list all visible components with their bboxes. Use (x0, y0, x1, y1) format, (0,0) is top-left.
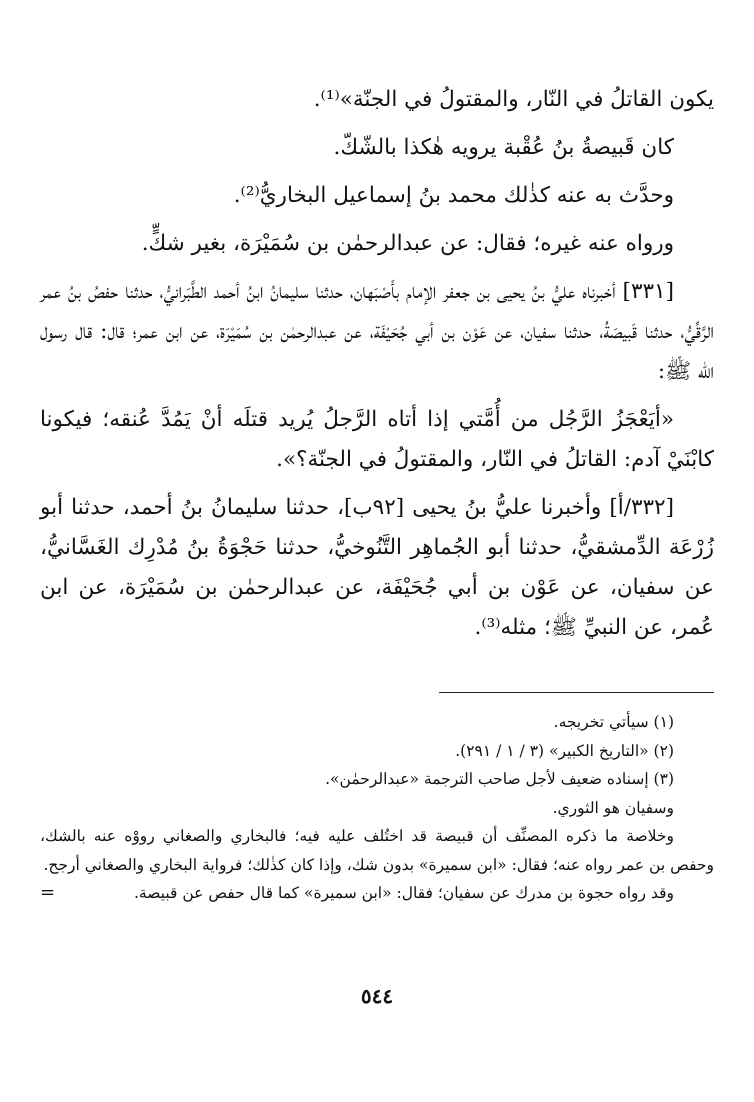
footnote-3: (٣) إسناده ضعيف لأجل صاحب الترجمة «عبدالرحمٰن». (325, 770, 674, 788)
footnote-3-summary: وخلاصة ما ذكره المصنِّف أن قبيصة قد اختُلف عليه فيه؛ فالبخاري والصغاني رووْه عنه بالشك، وحفص بن عمر رواه عنه؛ فقال: «ابن سميرة» بدون شك، وإذا كان كذٰلك؛ فرواية البخاري والصغاني أرجح. (40, 827, 714, 874)
hadith-332-isnad: [٣٣٢/أ] وأخبرنا عليُّ بنُ يحيى [٩٢ب]، حدثنا سليمانُ بنُ أحمد، حدثنا أبو زُرْعَة الدِّمشقيُّ، حدثنا أبو الجُماهِر التَّنُوخيُّ، حدثنا حَجْوَةُ بنُ مُدْرِك الغَسَّانيُّ، عن سفيان، عن عَوْن بن أبي جُحَيْفَة، عن عبدالرحمٰن بن سُمَيْرَة، عن ابن عُمر، عن النبيِّ ﷺ؛ مثله⁽³⁾. (40, 495, 714, 640)
footnotes (40, 708, 714, 908)
page-number: ٥٤٤ (360, 984, 394, 1008)
footnote-divider (439, 692, 714, 693)
paragraph-qabisa: كان قَبيصةُ بنُ عُقْبة يرويه هٰكذا بالشّكّ. (333, 135, 674, 160)
footnote-3-last-text: وقد رواه حجوة بن مدرك عن سفيان؛ فقال: «ابن سميرة» كما قال حفص عن قبيصة. (133, 884, 674, 902)
continuation-mark: = (40, 882, 56, 903)
hadith-331-matn: «أيَعْجَزُ الرَّجُل من أُمَّتي إذا أتاه الرَّجلُ يُريد قتلَه أنْ يَمُدَّ عُنقه؛ فيكونا كابْنَيْ آدم: القاتلُ في النّار، والمقتولُ في الجنّة؟». (40, 407, 714, 472)
paragraph-bukhari: وحدَّث به عنه كذٰلك محمد بنُ إسماعيل البخاريُّ⁽²⁾. (233, 183, 674, 208)
hadith-331-isnad: [٣٣١] أخبرناه عليُّ بنُ يحيى بن جعفر الإمام بأَصْبَهان، حدثنا سليمانُ ابنُ أحمد الطَّبَرانيُّ، حدثنا حفصُ بنُ عمر الرَّقِّيُّ، حدثنا قَبيصَةُ، حدثنا سفيان، عن عَوْن بن أبي جُحَيْفَة، عن عبدالرحمٰن بن سُمَيْرَة، عن ابن عمر؛ قال: قال رسول الله ﷺ: (40, 279, 714, 384)
main-text (40, 80, 714, 648)
footnote-2: (٢) «التاريخ الكبير» (٣ / ١ / ٢٩١). (455, 741, 674, 760)
footnote-3-line2: وسفيان هو الثوري. (552, 798, 674, 817)
footnote-3-last (40, 879, 714, 908)
paragraph-quote-end: يكون القاتلُ في النّار، والمقتولُ في الجنّة»⁽¹⁾. (313, 87, 714, 112)
footnote-1: (١) سيأتي تخريجه. (553, 713, 674, 731)
book-page (40, 80, 714, 1080)
paragraph-other-narration: ورواه عنه غيره؛ فقال: عن عبدالرحمٰن بن سُمَيْرَة، بغير شكٍّ. (141, 231, 674, 256)
